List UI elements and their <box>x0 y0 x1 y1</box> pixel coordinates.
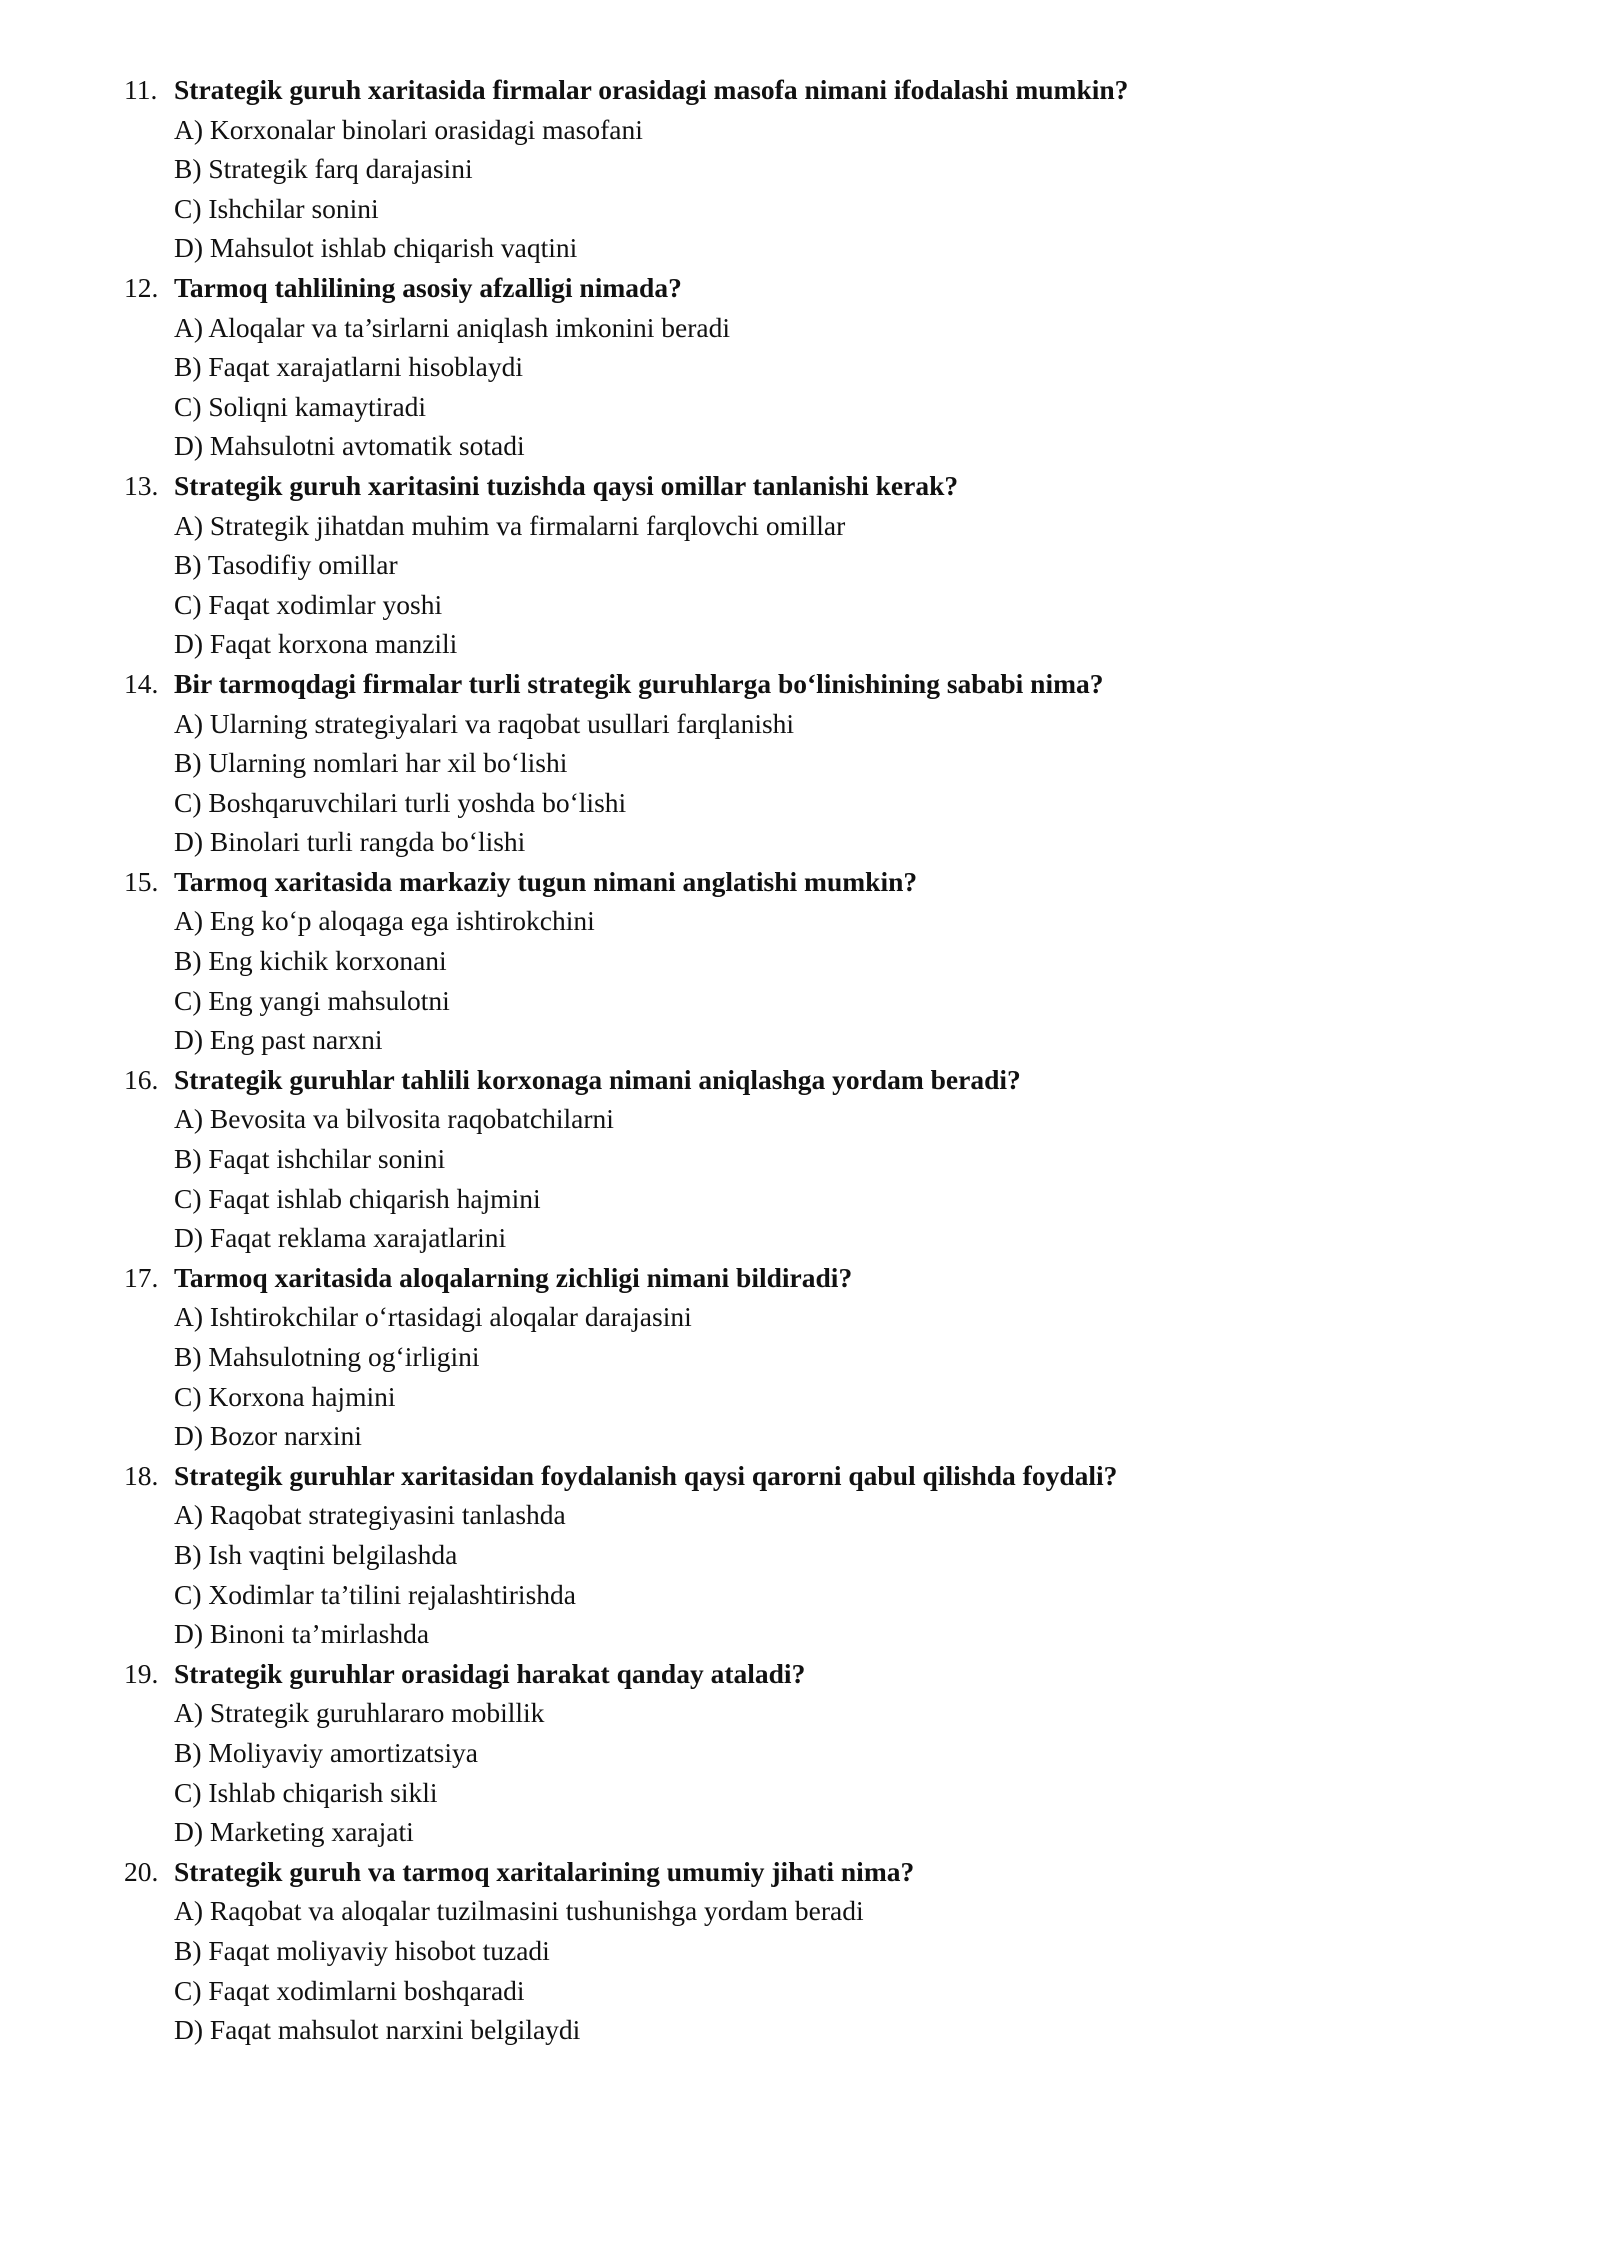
option-b: B) Faqat moliyaviy hisobot tuzadi <box>174 1934 550 1966</box>
option-d: D) Faqat korxona manzili <box>174 628 458 660</box>
option-b: B) Faqat xarajatlarni hisoblaydi <box>174 351 524 383</box>
option-c: C) Ishlab chiqarish sikli <box>174 1776 438 1808</box>
option-d: D) Binoni ta’mirlashda <box>174 1618 430 1650</box>
option-a: A) Bevosita va bilvosita raqobatchilarni <box>174 1103 614 1135</box>
option-a: A) Strategik guruhlararo mobillik <box>174 1697 545 1729</box>
question-number: 16. <box>124 1063 159 1095</box>
question-text: Strategik guruhlar xaritasidan foydalanish qaysi qarorni qabul qilishda foydali? <box>174 1459 1118 1491</box>
option-a: A) Ularning strategiyalari va raqobat usullari farqlanishi <box>174 707 795 739</box>
question-number: 14. <box>124 667 159 699</box>
option-a: A) Ishtirokchilar o‘rtasidagi aloqalar darajasini <box>174 1301 692 1333</box>
option-a: A) Aloqalar va ta’sirlarni aniqlash imkonini beradi <box>174 311 730 343</box>
question-line <box>0 268 1600 308</box>
question-17 <box>0 1258 1600 1456</box>
option-b: B) Ish vaqtini belgilashda <box>174 1538 458 1570</box>
question-text: Bir tarmoqdagi firmalar turli strategik guruhlarga bo‘linishining sababi nima? <box>174 667 1104 699</box>
question-16 <box>0 1060 1600 1258</box>
question-text: Tarmoq tahlilining asosiy afzalligi nimada? <box>174 271 682 303</box>
question-line <box>0 1456 1600 1496</box>
option-a: A) Raqobat strategiyasini tanlashda <box>174 1499 566 1531</box>
question-number: 11. <box>124 74 158 105</box>
question-text: Tarmoq xaritasida markaziy tugun nimani anglatishi mumkin? <box>174 865 918 897</box>
option-d: D) Marketing xarajati <box>174 1816 414 1848</box>
option-c: C) Korxona hajmini <box>174 1380 396 1412</box>
option-c: C) Faqat ishlab chiqarish hajmini <box>174 1182 541 1214</box>
option-b: B) Eng kichik korxonani <box>174 945 447 977</box>
option-c: C) Eng yangi mahsulotni <box>174 984 450 1016</box>
option-b: B) Faqat ishchilar sonini <box>174 1143 446 1175</box>
question-line <box>0 664 1600 704</box>
question-line <box>0 1258 1600 1298</box>
question-number: 12. <box>124 271 159 303</box>
option-b: B) Strategik farq darajasini <box>174 153 473 185</box>
option-c: C) Faqat xodimlarni boshqaradi <box>174 1974 525 2006</box>
question-18 <box>0 1456 1600 1654</box>
option-b: B) Mahsulotning og‘irligini <box>174 1341 480 1372</box>
option-c: C) Faqat xodimlar yoshi <box>174 588 443 620</box>
question-text: Strategik guruhlar orasidagi harakat qanday ataladi? <box>174 1657 806 1689</box>
question-19 <box>0 1654 1600 1852</box>
question-number: 18. <box>124 1459 159 1491</box>
question-number: 20. <box>124 1855 159 1887</box>
question-line <box>0 1852 1600 1892</box>
option-d: D) Mahsulot ishlab chiqarish vaqtini <box>174 232 578 264</box>
option-c: C) Boshqaruvchilari turli yoshda bo‘lishi <box>174 786 627 818</box>
option-a: A) Korxonalar binolari orasidagi masofani <box>174 113 643 145</box>
question-line <box>0 466 1600 506</box>
option-c: C) Ishchilar sonini <box>174 192 379 224</box>
option-d: D) Eng past narxni <box>174 1024 383 1056</box>
option-d: D) Faqat reklama xarajatlarini <box>174 1222 507 1254</box>
question-number: 19. <box>124 1657 159 1689</box>
question-number: 13. <box>124 469 159 501</box>
question-number: 15. <box>124 865 159 897</box>
option-c: C) Xodimlar ta’tilini rejalashtirishda <box>174 1578 576 1610</box>
option-c: C) Soliqni kamaytiradi <box>174 390 427 422</box>
question-text: Strategik guruh xaritasini tuzishda qaysi omillar tanlanishi kerak? <box>174 469 959 501</box>
question-text: Strategik guruhlar tahlili korxonaga nimani aniqlashga yordam beradi? <box>174 1063 1021 1095</box>
question-13 <box>0 466 1600 664</box>
option-b: B) Moliyaviy amortizatsiya <box>174 1736 478 1768</box>
question-15 <box>0 862 1600 1060</box>
question-14 <box>0 664 1600 862</box>
option-a: A) Raqobat va aloqalar tuzilmasini tushunishga yordam beradi <box>174 1895 864 1927</box>
option-d: D) Binolari turli rangda bo‘lishi <box>174 826 526 858</box>
option-d: D) Faqat mahsulot narxini belgilaydi <box>174 2014 581 2046</box>
question-line <box>0 70 1600 110</box>
question-text: Strategik guruh xaritasida firmalar orasidagi masofa nimani ifodalashi mumkin? <box>174 74 1129 105</box>
document-page <box>0 70 1600 2050</box>
question-11 <box>0 70 1600 268</box>
question-text: Strategik guruh va tarmoq xaritalarining umumiy jihati nima? <box>174 1855 915 1887</box>
question-line <box>0 1654 1600 1694</box>
question-12 <box>0 268 1600 466</box>
option-d: D) Bozor narxini <box>174 1420 362 1452</box>
question-line <box>0 1060 1600 1100</box>
question-number: 17. <box>124 1261 159 1293</box>
question-20 <box>0 1852 1600 2050</box>
option-b: B) Tasodifiy omillar <box>174 549 398 581</box>
option-b: B) Ularning nomlari har xil bo‘lishi <box>174 747 568 779</box>
question-line <box>0 862 1600 902</box>
question-text: Tarmoq xaritasida aloqalarning zichligi nimani bildiradi? <box>174 1261 853 1293</box>
option-a: A) Strategik jihatdan muhim va firmalarni farqlovchi omillar <box>174 509 846 541</box>
option-d: D) Mahsulotni avtomatik sotadi <box>174 430 525 462</box>
option-a: A) Eng ko‘p aloqaga ega ishtirokchini <box>174 905 595 937</box>
